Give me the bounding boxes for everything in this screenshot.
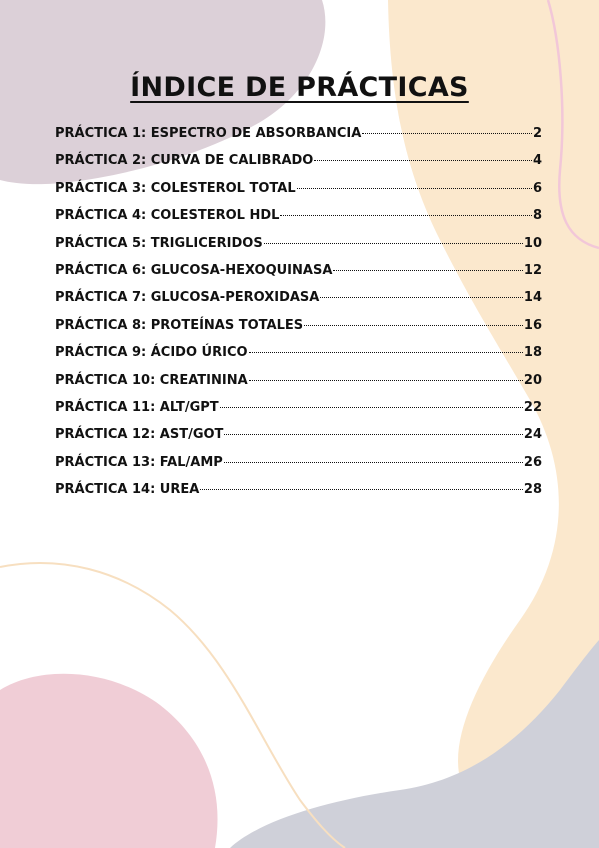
table-of-contents (55, 126, 542, 509)
toc-entry[interactable] (55, 181, 542, 208)
toc-entry[interactable] (55, 373, 542, 400)
toc-entry-label: PRÁCTICA 5: TRIGLICERIDOS (55, 235, 263, 251)
toc-entry[interactable] (55, 345, 542, 372)
toc-entry-page: 22 (523, 399, 542, 415)
dot-leader (362, 133, 532, 134)
toc-entry-page: 18 (523, 345, 542, 361)
dot-leader (314, 160, 532, 161)
dot-leader (224, 462, 523, 463)
toc-entry[interactable] (55, 153, 542, 180)
dot-leader (280, 215, 532, 216)
pink-blob (0, 674, 218, 848)
toc-entry[interactable] (55, 126, 542, 153)
toc-entry-page: 2 (532, 126, 542, 141)
toc-entry-label: PRÁCTICA 2: CURVA DE CALIBRADO (55, 153, 314, 169)
toc-entry-page: 24 (523, 427, 542, 443)
toc-entry[interactable] (55, 236, 542, 263)
dot-leader (264, 243, 523, 244)
dot-leader (249, 380, 523, 381)
toc-entry-label: PRÁCTICA 11: ALT/GPT (55, 399, 219, 415)
toc-entry[interactable] (55, 290, 542, 317)
toc-entry[interactable] (55, 427, 542, 454)
toc-entry-label: PRÁCTICA 13: FAL/AMP (55, 454, 223, 470)
toc-entry-label: PRÁCTICA 8: PROTEÍNAS TOTALES (55, 317, 304, 333)
toc-entry-page: 26 (523, 454, 542, 470)
toc-entry-page: 8 (532, 208, 542, 224)
toc-entry-page: 16 (523, 317, 542, 333)
toc-entry-page: 6 (532, 180, 542, 196)
toc-entry-label: PRÁCTICA 9: ÁCIDO ÚRICO (55, 345, 248, 361)
toc-entry[interactable] (55, 318, 542, 345)
toc-entry-page: 28 (523, 482, 542, 498)
dot-leader (200, 489, 523, 490)
toc-entry[interactable] (55, 400, 542, 427)
dot-leader (224, 434, 522, 435)
dot-leader (333, 270, 523, 271)
page-title: ÍNDICE DE PRÁCTICAS (130, 72, 469, 103)
toc-entry-label: PRÁCTICA 1: ESPECTRO DE ABSORBANCIA (55, 126, 362, 141)
toc-entry-label: PRÁCTICA 10: CREATININA (55, 372, 248, 388)
toc-entry[interactable] (55, 455, 542, 482)
dot-leader (320, 297, 523, 298)
toc-entry-label: PRÁCTICA 7: GLUCOSA-PEROXIDASA (55, 290, 320, 306)
toc-entry-page: 4 (532, 153, 542, 169)
toc-entry-label: PRÁCTICA 3: COLESTEROL TOTAL (55, 180, 296, 196)
toc-entry-label: PRÁCTICA 6: GLUCOSA-HEXOQUINASA (55, 262, 333, 278)
toc-entry[interactable] (55, 263, 542, 290)
dot-leader (220, 407, 523, 408)
toc-entry-page: 12 (523, 262, 542, 278)
toc-entry-page: 20 (523, 372, 542, 388)
toc-entry-label: PRÁCTICA 4: COLESTEROL HDL (55, 208, 280, 224)
toc-entry[interactable] (55, 482, 542, 509)
toc-entry-label: PRÁCTICA 14: UREA (55, 482, 200, 498)
dot-leader (297, 188, 532, 189)
dot-leader (249, 352, 523, 353)
toc-entry-page: 10 (523, 235, 542, 251)
toc-entry[interactable] (55, 208, 542, 235)
toc-entry-label: PRÁCTICA 12: AST/GOT (55, 427, 224, 443)
dot-leader (304, 325, 523, 326)
toc-entry-page: 14 (523, 290, 542, 306)
